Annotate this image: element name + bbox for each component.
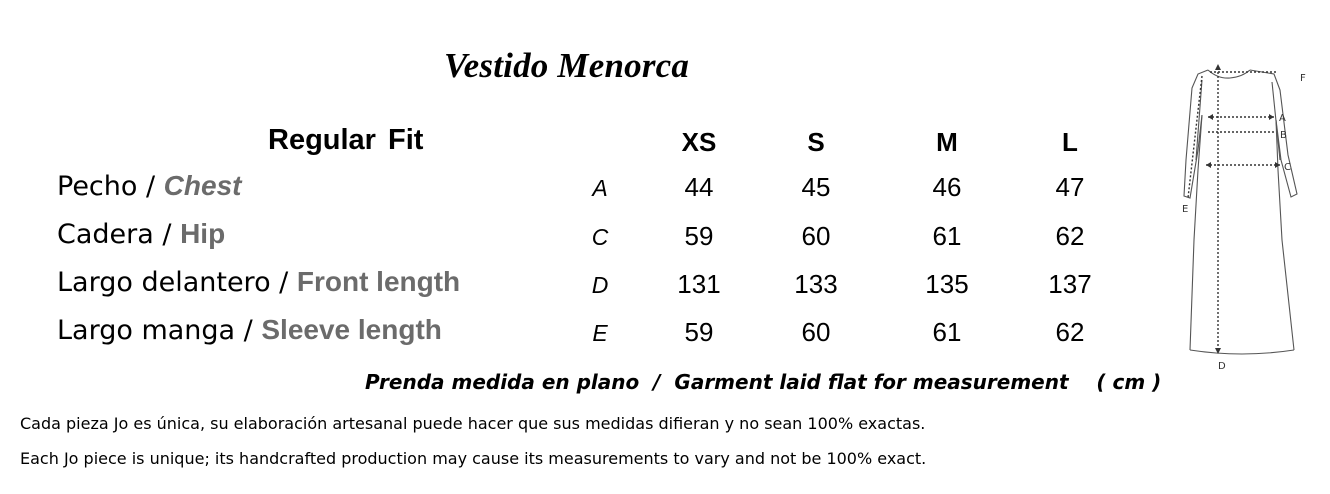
row-label-en: Hip — [180, 218, 226, 249]
value-sleeve-length-s: 60 — [801, 317, 831, 347]
row-label-sleeve-length — [57, 314, 442, 346]
diagram-label-c: C — [1284, 162, 1291, 173]
size-header-s: S — [807, 127, 825, 157]
row-letter-a: A — [592, 175, 608, 201]
diagram-label-a: A — [1279, 113, 1286, 124]
value-chest-m: 46 — [932, 172, 962, 202]
size-header-l: L — [1062, 127, 1078, 157]
row-label-hip — [57, 218, 225, 250]
fit-label: Regular Fit — [268, 124, 424, 156]
disclaimer-spanish: Cada pieza Jo es única, su elaboración artesanal puede hacer que sus medidas difieran y no sean 100% exactas. — [20, 414, 926, 433]
value-front-length-m: 135 — [925, 269, 969, 299]
page-title: Vestido Menorca — [444, 46, 690, 85]
row-letter-e: E — [592, 320, 608, 346]
row-label-es: Largo delantero / — [57, 267, 297, 298]
row-letter-d: D — [591, 272, 609, 298]
row-label-front-length — [57, 266, 460, 298]
value-front-length-l: 137 — [1048, 269, 1092, 299]
dress-diagram — [1168, 60, 1318, 380]
row-label-es: Pecho / — [57, 171, 164, 202]
value-front-length-xs: 131 — [677, 269, 721, 299]
value-chest-xs: 44 — [684, 172, 714, 202]
diagram-label-f: F — [1300, 73, 1306, 84]
value-hip-xs: 59 — [684, 221, 714, 251]
value-chest-l: 47 — [1055, 172, 1085, 202]
value-chest-s: 45 — [801, 172, 831, 202]
row-label-es: Cadera / — [57, 219, 181, 250]
diagram-label-d: D — [1218, 361, 1226, 372]
row-label-es: Largo manga / — [57, 315, 262, 346]
value-sleeve-length-xs: 59 — [684, 317, 714, 347]
disclaimer-english: Each Jo piece is unique; its handcrafted production may cause its measurements to vary and not be 100% exact. — [20, 449, 927, 468]
value-hip-s: 60 — [801, 221, 831, 251]
size-header-xs: XS — [681, 127, 717, 157]
measurement-note: Prenda medida en plano / Garment laid flat for measurement ( cm ) — [365, 370, 1162, 394]
size-header-m: M — [936, 127, 958, 157]
row-letter-c: C — [591, 224, 609, 250]
diagram-label-b: B — [1280, 130, 1287, 141]
row-label-chest — [57, 170, 241, 202]
value-hip-m: 61 — [932, 221, 962, 251]
value-front-length-s: 133 — [794, 269, 838, 299]
row-label-en: Chest — [163, 170, 242, 201]
row-label-en: Front length — [296, 266, 461, 297]
row-label-en: Sleeve length — [261, 314, 442, 345]
value-hip-l: 62 — [1055, 221, 1085, 251]
value-sleeve-length-m: 61 — [932, 317, 962, 347]
value-sleeve-length-l: 62 — [1055, 317, 1085, 347]
diagram-label-e: E — [1182, 204, 1189, 215]
